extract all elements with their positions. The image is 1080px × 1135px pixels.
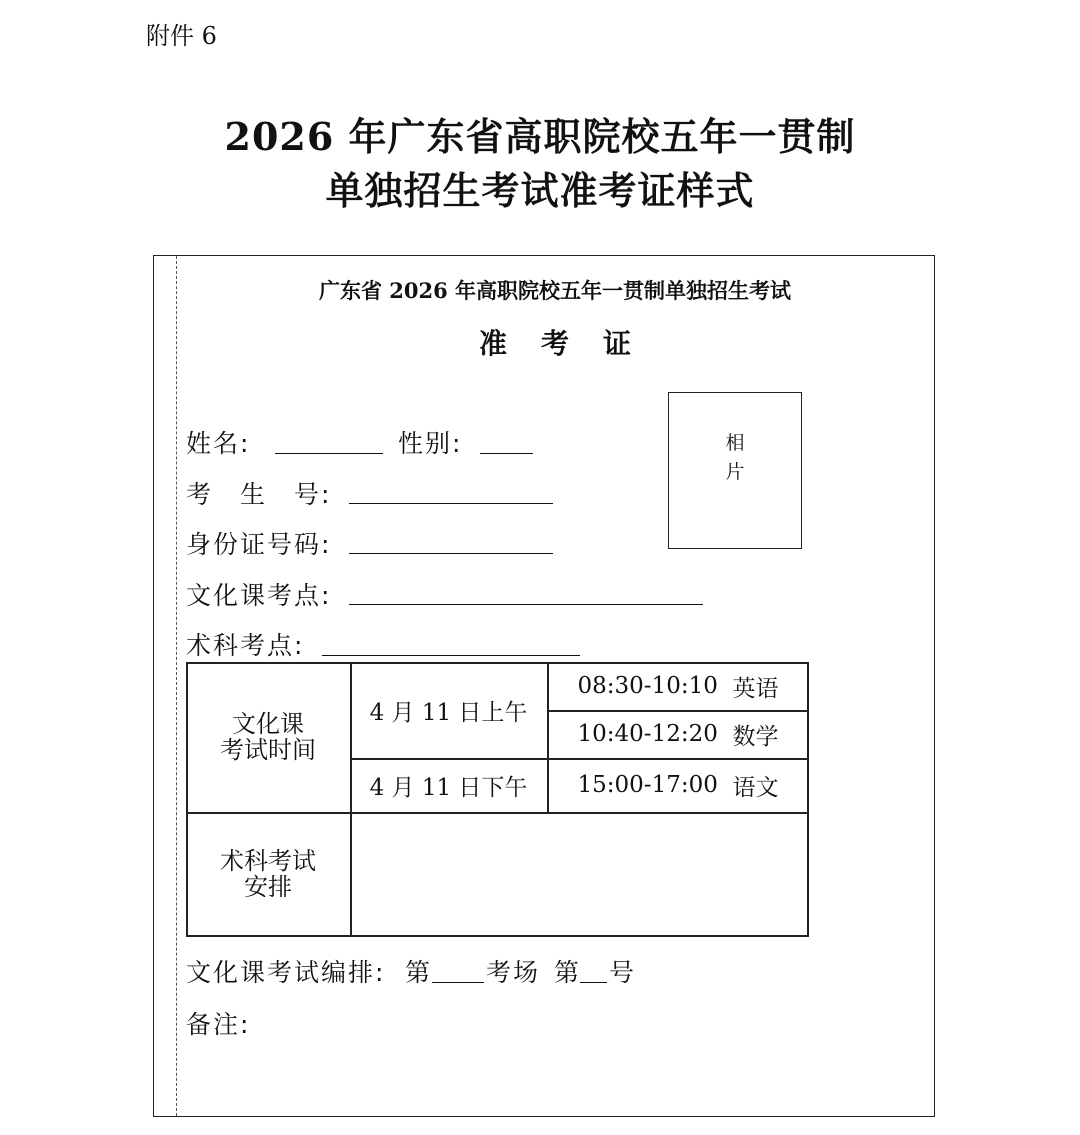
photo-label-2: 片 [725, 461, 745, 483]
exam-number-label: 考 生 号: [186, 480, 332, 509]
photo-label-1: 相 [725, 432, 745, 454]
photo-box [668, 392, 802, 549]
arrangement-seat: 号 [609, 958, 637, 987]
gender-blank [480, 453, 533, 454]
skill-site-blank [322, 655, 580, 656]
schedule-table [186, 662, 809, 937]
seat-blank [580, 982, 607, 983]
culture-exam-time-label: 文化课 考试时间 [220, 710, 316, 764]
name-blank [275, 453, 383, 454]
arrangement-room: 考场 [486, 958, 541, 987]
id-number-blank [349, 553, 553, 554]
gender-label: 性别: [398, 429, 463, 458]
date-morning: 4 月 11 日上午 [369, 699, 528, 726]
attachment-label: 附件 6 [146, 22, 217, 50]
skill-exam-content [350, 812, 807, 935]
culture-site-blank [349, 604, 703, 605]
date-afternoon: 4 月 11 日下午 [369, 774, 528, 801]
document-title-line1: 2026 年广东省高职院校五年一贯制 [224, 114, 856, 159]
slot-chinese: 15:00-17:00 语文 [577, 772, 779, 801]
skill-exam-label: 术科考试 安排 [220, 846, 316, 901]
arrangement-label: 文化课考试编排: [186, 958, 386, 987]
document-title-line2: 单独招生考试准考证样式 [325, 168, 755, 213]
slot-english: 08:30-10:10 英语 [577, 673, 779, 702]
slot-math: 10:40-12:20 数学 [577, 721, 779, 750]
remark-label: 备注: [186, 1010, 251, 1039]
ticket-title: 广东省 2026 年高职院校五年一贯制单独招生考试 [318, 278, 792, 303]
culture-site-label: 文化课考点: [186, 581, 332, 610]
arrangement-di-2: 第 [554, 958, 582, 987]
ticket-heading: 准考证 [478, 327, 665, 360]
room-blank [432, 982, 484, 983]
arrangement-di-1: 第 [405, 958, 433, 987]
id-number-label: 身份证号码: [186, 530, 332, 559]
exam-number-blank [349, 503, 553, 504]
tear-line [176, 256, 177, 1116]
skill-site-label: 术科考点: [186, 631, 305, 660]
name-label: 姓名: [186, 429, 251, 458]
